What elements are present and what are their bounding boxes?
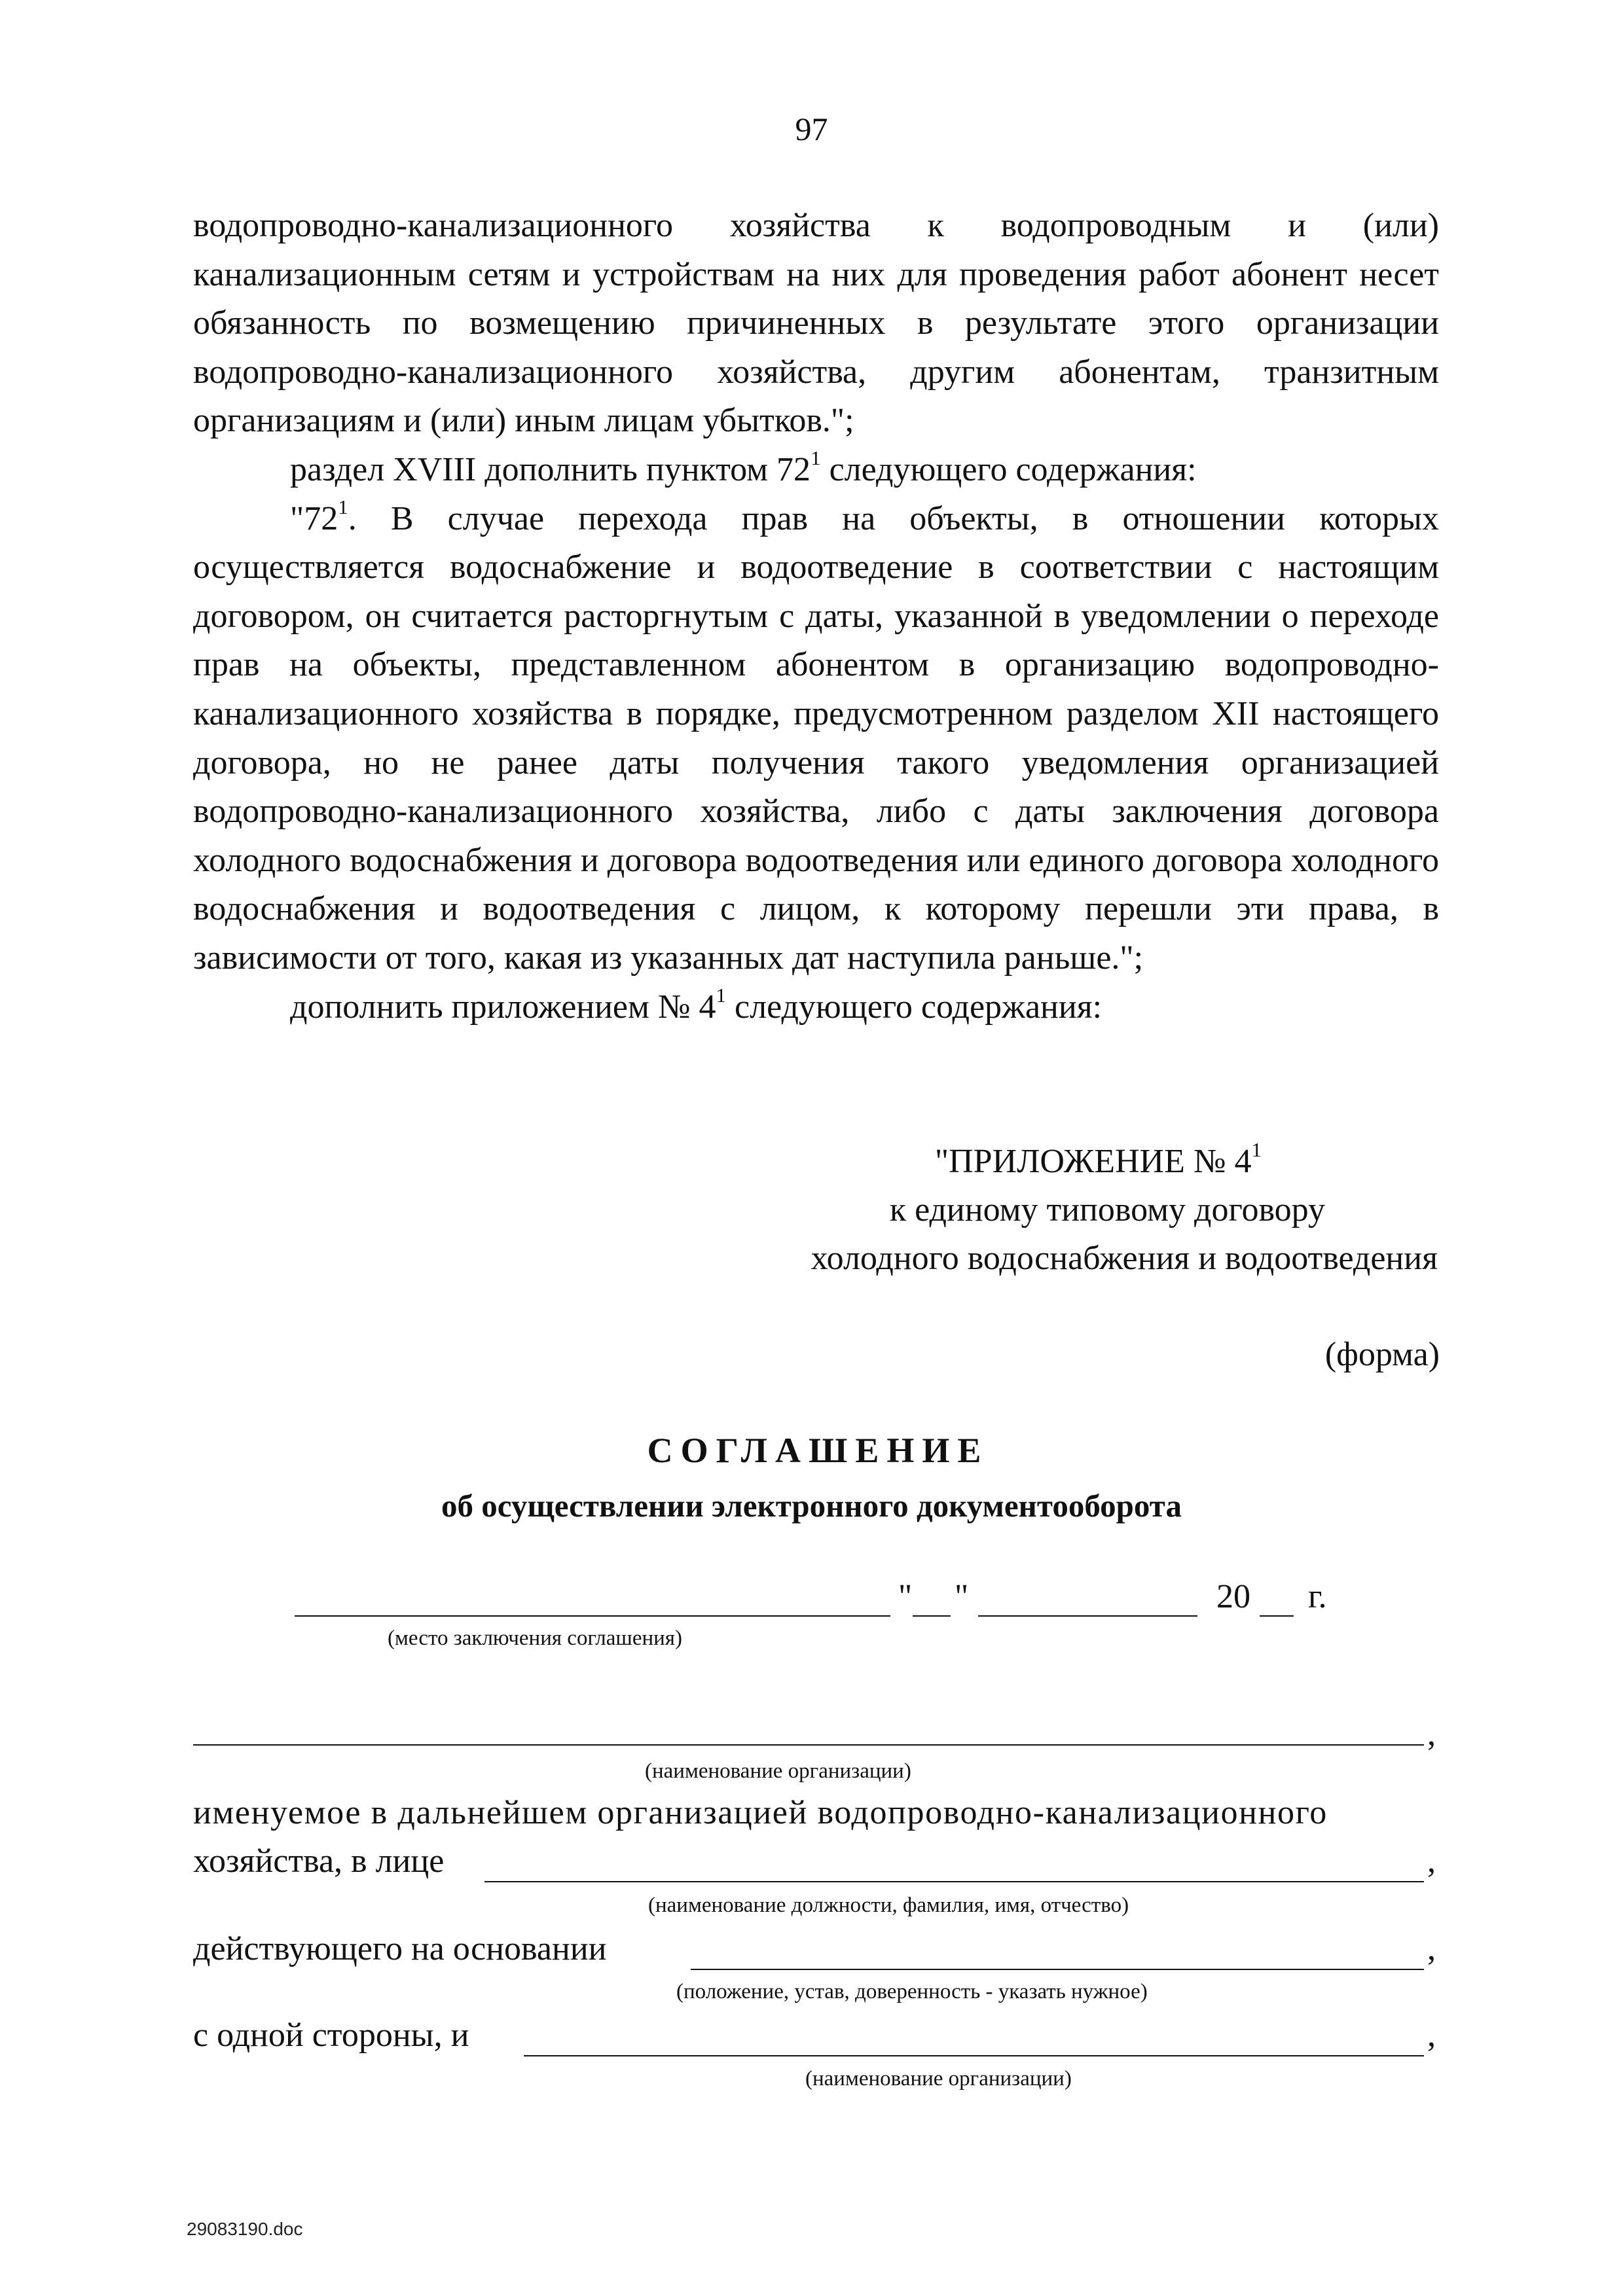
superscript: 1 [338,495,348,518]
paragraph-text: следующего содержания: [820,450,1197,488]
paragraph-text: "72 [290,499,338,537]
caption-basis: (положение, устав, доверенность - указать нужное) [676,1980,1148,2003]
one-side-text: с одной стороны, и [193,2017,469,2054]
month-blank[interactable] [978,1615,1197,1617]
acting-text: действующего на основании [193,1930,607,1967]
year-prefix: 20 [1216,1578,1250,1615]
place-blank[interactable] [295,1615,890,1617]
paragraph-text: дополнить приложением № 4 [290,988,716,1026]
paragraph-continuation: водопроводно-канализационного хозяйства к водопроводным и (или) канализационным сетям и устройствам на них для проведения работ абонент несет обязанность по возмещению причиненных в результате этого организации водопроводно-канализационного хозяйства, другим абонентам, транзитным организациям и (или) иным лицам убытков."; [193,207,1439,440]
comma: , [1427,1842,1436,1880]
appendix-subtitle-1: к единому типовому договору [889,1191,1325,1229]
body-text [193,202,1439,1031]
paragraph-appendix-intro [193,983,1439,1032]
caption-place: (место заключения соглашения) [388,1626,682,1650]
paragraph-section-xviii [193,446,1439,495]
superscript: 1 [716,983,727,1007]
paragraph-text: раздел XVIII дополнить пунктом 72 [290,450,811,488]
basis-blank[interactable] [691,1969,1424,1970]
year-blank[interactable] [1260,1615,1294,1617]
caption-organization: (наименование организации) [645,1759,911,1783]
appendix-title [934,1138,1262,1181]
page-number: 97 [795,111,828,147]
caption-organization-2: (наименование организации) [805,2067,1072,2090]
date-quote-close: " [955,1578,969,1615]
second-organization-blank[interactable] [524,2055,1424,2056]
footer-filename: 29083190.doc [187,2219,303,2239]
comma: , [1427,2017,1436,2054]
date-quote-open: " [898,1578,913,1615]
appendix-title-text: "ПРИЛОЖЕНИЕ № 4 [934,1143,1252,1180]
superscript: 1 [1251,1138,1262,1161]
representative-blank[interactable] [484,1881,1424,1882]
in-person-text: хозяйства, в лице [193,1842,445,1880]
day-blank[interactable] [913,1615,951,1617]
named-text: именуемое в дальнейшем организацией водопроводно-канализационного [193,1794,1328,1831]
comma: , [1427,1930,1436,1967]
year-suffix: г. [1308,1578,1327,1615]
agreement-subtitle: об осуществлении электронного документооборота [441,1488,1182,1524]
paragraph-text: . В случае перехода прав на объекты, в отношении которых осуществляется водоснабжение и водоотведение в соответствии с настоящим договором, он считается расторгнутым с даты, указанной в уведомлении о переходе прав на объекты, представленном абонентом в организацию водопроводно-канализационного хозяйства в порядке, предусмотренном разделом XII настоящего договора, но не ранее даты получения такого уведомления организацией водопроводно-канализационного хозяйства, либо с даты заключения договора холодного водоснабжения и договора водоотведения или единого договора холодного водоснабжения и водоотведения с лицом, к которому перешли эти права, в зависимости от того, какая из указанных дат наступила раньше."; [193,499,1439,977]
agreement-title: СОГЛАШЕНИЕ [647,1431,989,1470]
appendix-subtitle-2: холодного водоснабжения и водоотведения [811,1240,1438,1277]
superscript: 1 [811,446,821,469]
comma: , [1427,1715,1436,1753]
paragraph-text: следующего содержания: [726,988,1103,1026]
paragraph-clause-72-1 [193,495,1439,983]
caption-position: (наименование должности, фамилия, имя, отчество) [648,1893,1129,1917]
organization-name-blank[interactable] [193,1744,1424,1746]
form-label: (форма) [1324,1336,1440,1373]
